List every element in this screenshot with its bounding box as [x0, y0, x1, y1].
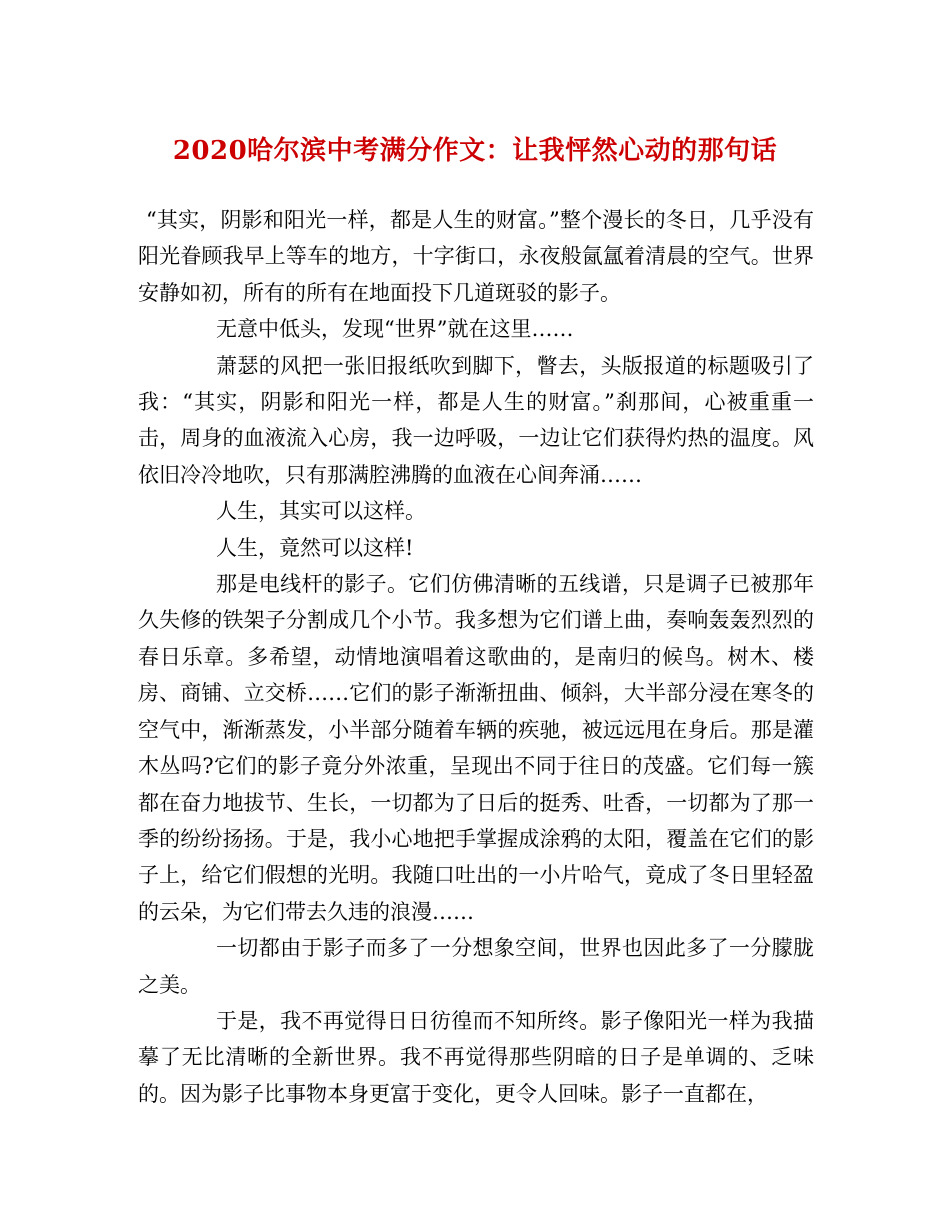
paragraph-1: “其实，阴影和阳光一样，都是人生的财富。”整个漫长的冬日，几乎没有阳光眷顾我早上等车的地方，十字街口，永夜般氤氲着清晨的空气。世界安静如初，所有的所有在地面投下几道斑驳的影子。	[138, 208, 814, 305]
document-body	[138, 202, 814, 1112]
paragraph-7: 一切都由于影子而多了一分想象空间，世界也因此多了一分朦胧之美。	[138, 936, 814, 997]
paragraph-6: 那是电线杆的影子。它们仿佛清晰的五线谱，只是调子已被那年久失修的铁架子分割成几个小节。我多想为它们谱上曲，奏响轰轰烈烈的春日乐章。多希望，动情地演唱着这歌曲的，是南归的候鸟。树木、楼房、商铺、立交桥……它们的影子渐渐扭曲、倾斜，大半部分浸在寒冬的空气中，渐渐蒸发，小半部分随着车辆的疾驰，被远远甩在身后。那是灌木丛吗?它们的影子竟分外浓重，呈现出不同于往日的茂盛。它们每一簇都在奋力地拔节、生长，一切都为了日后的挺秀、吐香，一切都为了那一季的纷纷扬扬。于是，我小心地把手掌握成涂鸦的太阳，覆盖在它们的影子上，给它们假想的光明。我随口吐出的一小片哈气，竟成了冬日里轻盈的云朵，为它们带去久违的浪漫……	[138, 572, 814, 924]
paragraph-2: 无意中低头，发现“世界”就在这里……	[216, 317, 574, 342]
document-title: 2020哈尔滨中考满分作文：让我怦然心动的那句话	[172, 136, 778, 166]
paragraph-4: 人生，其实可以这样。	[216, 499, 426, 524]
paragraph-5: 人生，竟然可以这样!	[216, 535, 414, 560]
paragraph-8: 于是，我不再觉得日日彷徨而不知所终。影子像阳光一样为我描摹了无比清晰的全新世界。我不再觉得那些阴暗的日子是单调的、乏味的。因为影子比事物本身更富于变化，更令人回味。影子一直都在，	[138, 1008, 814, 1106]
paragraph-3: 萧瑟的风把一张旧报纸吹到脚下，瞥去，头版报道的标题吸引了我：“其实，阴影和阳光一样，都是人生的财富。”刹那间，心被重重一击，周身的血液流入心房，我一边呼吸，一边让它们获得灼热的温度。风依旧冷冷地吹，只有那满腔沸腾的血液在心间奔涌……	[138, 353, 814, 487]
